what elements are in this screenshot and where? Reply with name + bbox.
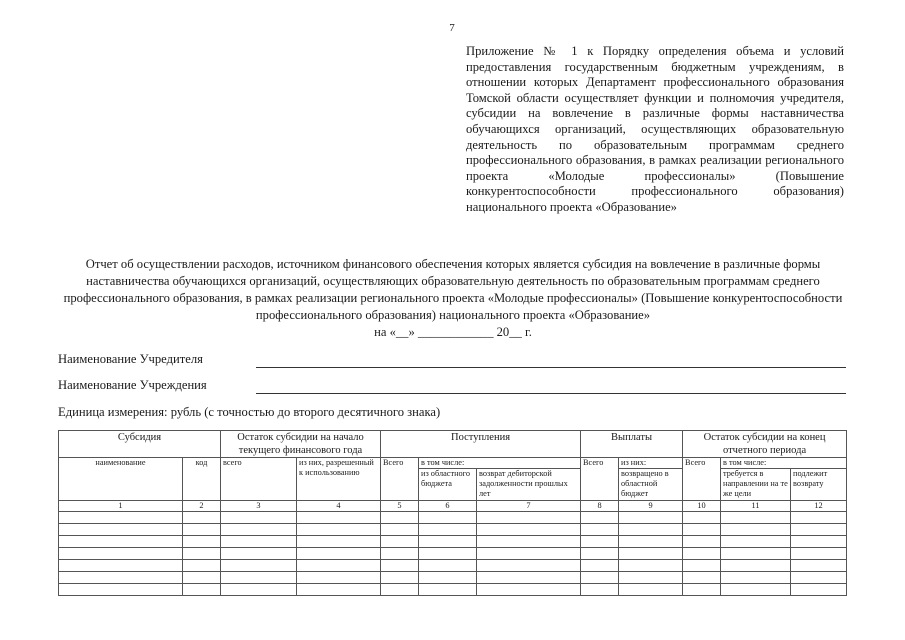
column-number: 1 <box>59 501 183 512</box>
header-balance-start: Остаток субсидии на начало текущего финансового года <box>221 431 381 458</box>
report-title-text: Отчет об осуществлении расходов, источником финансового обеспечения которых является субсидия на вовлечение в различные формы наставничества обучающихся организаций, осуществляющих образовательную деятельность по образовательным программам среднего профессионального образования, в рамках реализации регионального проекта «Молодые профессионалы» (Повышение конкурентоспособности профессионального образования) национального проекта «Образование» <box>63 257 843 322</box>
report-table <box>58 430 847 596</box>
institution-label: Наименование Учреждения <box>58 378 207 392</box>
header-allowed-use: из них, разрешенный к использованию <box>297 458 381 501</box>
header-subsidy: Субсидия <box>59 431 221 458</box>
table-row <box>59 572 847 584</box>
column-number: 6 <box>419 501 477 512</box>
column-number: 11 <box>721 501 791 512</box>
column-number: 3 <box>221 501 297 512</box>
column-number: 4 <box>297 501 381 512</box>
report-date-line: на «__» ____________ 20__ г. <box>374 325 532 339</box>
header-total-receipts: Всего <box>381 458 419 501</box>
institution-field[interactable] <box>256 393 846 394</box>
page-number: 7 <box>449 22 455 34</box>
header-including-receipts: в том числе: <box>419 458 581 469</box>
header-total-payments: Всего <box>581 458 619 501</box>
header-total-end: Всего <box>683 458 721 501</box>
table-row <box>59 560 847 572</box>
header-balance-end: Остаток субсидии на конец отчетного периода <box>683 431 847 458</box>
header-code: код <box>183 458 221 501</box>
header-to-return: подлежит возврату <box>791 469 847 501</box>
table-row <box>59 536 847 548</box>
column-number: 9 <box>619 501 683 512</box>
header-needed: требуется в направлении на те же цели <box>721 469 791 501</box>
appendix-note: Приложение № 1 к Порядку определения объема и условий предоставления государственным бюджетным учреждениям, в отношении которых Департамент профессионального образования Томской области осуществляет функции и полномочия учредителя, субсидии на вовлечение в различные формы наставничества обучающихся организаций, осуществляющих образовательную деятельность по образовательным программам среднего профессионального образования, в рамках реализации регионального проекта «Молодые профессионалы» (Повышение конкурентоспособности профессионального образования) национального проекта «Образование» <box>466 44 844 214</box>
header-name: наименование <box>59 458 183 501</box>
header-total-start: всего <box>221 458 297 501</box>
table-header-sub <box>59 458 847 469</box>
table-row <box>59 524 847 536</box>
table-row <box>59 548 847 560</box>
column-number: 2 <box>183 501 221 512</box>
column-number: 8 <box>581 501 619 512</box>
header-returned-regional: возвращено в областной бюджет <box>619 469 683 501</box>
header-from-regional: из областного бюджета <box>419 469 477 501</box>
column-number: 12 <box>791 501 847 512</box>
founder-field[interactable] <box>256 367 846 368</box>
header-of-them: из них: <box>619 458 683 469</box>
header-debt-return: возврат дебиторской задолженности прошлых лет <box>477 469 581 501</box>
unit-label: Единица измерения: рубль (с точностью до второго десятичного знака) <box>58 405 441 419</box>
header-receipts: Поступления <box>381 431 581 458</box>
column-number: 10 <box>683 501 721 512</box>
table-row <box>59 512 847 524</box>
founder-label: Наименование Учредителя <box>58 352 203 366</box>
report-title <box>58 256 848 341</box>
table-header-groups <box>59 431 847 458</box>
column-number: 7 <box>477 501 581 512</box>
column-number: 5 <box>381 501 419 512</box>
header-including-end: в том числе: <box>721 458 847 469</box>
table-column-numbers <box>59 501 847 512</box>
table-row <box>59 584 847 596</box>
header-payments: Выплаты <box>581 431 683 458</box>
